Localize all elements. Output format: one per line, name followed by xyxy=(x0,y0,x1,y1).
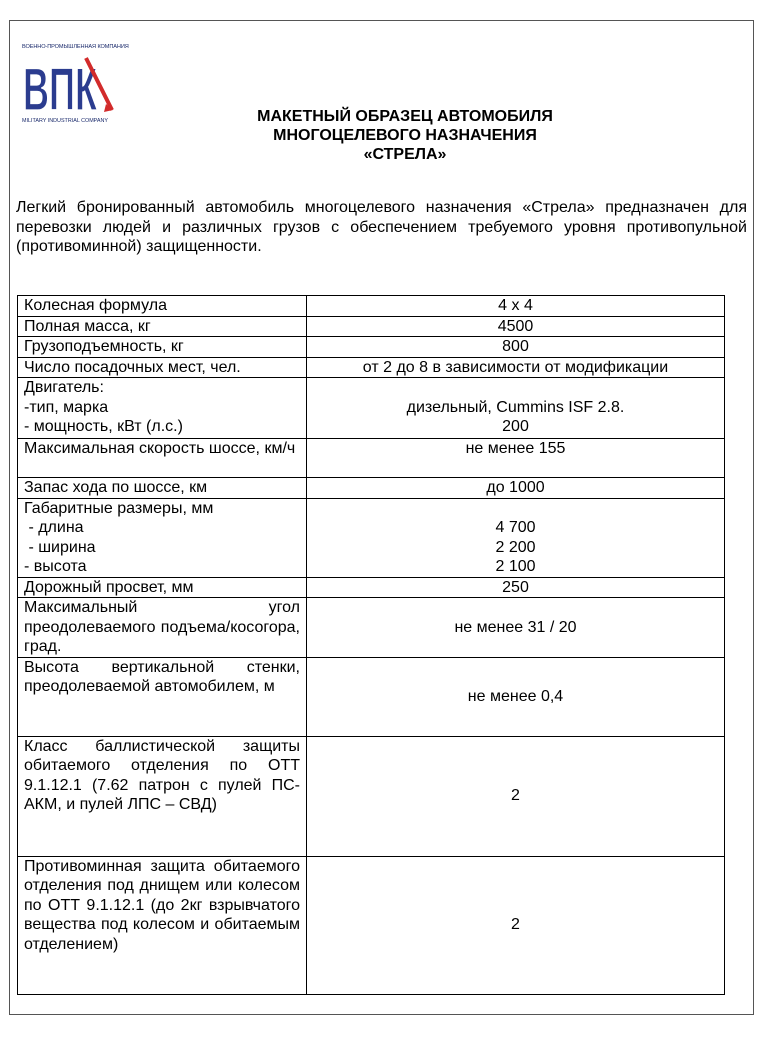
engine-power-value: 200 xyxy=(502,418,529,435)
spec-value: 250 xyxy=(307,577,725,598)
title-line-1: МАКЕТНЫЙ ОБРАЗЕЦ АВТОМОБИЛЯ xyxy=(257,108,553,125)
spec-label: Колесная формула xyxy=(18,296,307,317)
spec-value: 2 xyxy=(307,856,725,994)
spec-label: Максимальная скорость шоссе, км/ч xyxy=(18,439,307,478)
engine-type-label: -тип, марка xyxy=(24,398,109,416)
spec-label: Высота вертикальной стенки, преодолеваемой автомобилем, м xyxy=(18,657,307,736)
dims-height-label: - высота xyxy=(24,558,87,575)
dims-length-label: - длина xyxy=(24,519,84,536)
table-row xyxy=(18,498,725,577)
table-row xyxy=(18,577,725,598)
spec-value-engine xyxy=(307,378,725,439)
table-row xyxy=(18,378,725,439)
company-logo xyxy=(22,44,129,128)
logo-bottom-text: MILITARY INDUSTRIAL COMPANY xyxy=(22,118,108,124)
spec-value: не менее 0,4 xyxy=(307,657,725,736)
dims-length-value: 4 700 xyxy=(495,519,536,536)
spec-label: Число посадочных мест, чел. xyxy=(18,357,307,378)
table-row xyxy=(18,598,725,658)
title-line-3: «СТРЕЛА» xyxy=(363,146,447,163)
spec-value: 2 xyxy=(307,736,725,856)
spec-label: Грузоподъемность, кг xyxy=(18,337,307,358)
table-row xyxy=(18,856,725,994)
dims-height-value: 2 100 xyxy=(495,558,536,575)
spec-value-dims xyxy=(307,498,725,577)
logo-mark xyxy=(22,52,114,118)
spec-label-engine xyxy=(18,378,307,439)
table-row xyxy=(18,439,725,478)
logo-top-text: ВОЕННО-ПРОМЫШЛЕННАЯ КОМПАНИЯ xyxy=(22,44,129,50)
spec-value: от 2 до 8 в зависимости от модификации xyxy=(307,357,725,378)
table-row xyxy=(18,357,725,378)
spec-label: Дорожный просвет, мм xyxy=(18,577,307,598)
spec-label: Противоминная защита обитаемого отделения под днищем или колесом по ОТТ 9.1.12.1 (до 2кг взрывчатого вещества под колесом и обитаемым отделением) xyxy=(18,856,307,994)
spec-value: 4 х 4 xyxy=(307,296,725,317)
table-row xyxy=(18,337,725,358)
spec-label: Максимальный угол преодолеваемого подъема/косогора, град. xyxy=(18,598,307,658)
table-row xyxy=(18,296,725,317)
spec-table xyxy=(17,295,725,995)
spec-value: 800 xyxy=(307,337,725,358)
table-row xyxy=(18,316,725,337)
table-row xyxy=(18,478,725,499)
spec-label: Запас хода по шоссе, км xyxy=(18,478,307,499)
dims-width-value: 2 200 xyxy=(495,538,536,556)
spec-label: Полная масса, кг xyxy=(18,316,307,337)
spec-label: Класс баллистической защиты обитаемого отделения по ОТТ 9.1.12.1 (7.62 патрон с пулей ПС-АКМ, и пулей ЛПС – СВД) xyxy=(18,736,307,856)
document-title xyxy=(150,107,660,164)
dims-label: Габаритные размеры, мм xyxy=(24,499,214,517)
spec-label-dims xyxy=(18,498,307,577)
spec-value: не менее 155 xyxy=(307,439,725,478)
intro-paragraph: Легкий бронированный автомобиль многоцелевого назначения «Стрела» предназначен для перевозки людей и различных грузов с обеспечением требуемого уровня противопульной (противоминной) защищенности. xyxy=(16,199,747,255)
engine-label: Двигатель: xyxy=(24,379,104,396)
title-line-2: МНОГОЦЕЛЕВОГО НАЗНАЧЕНИЯ xyxy=(273,127,537,144)
logo-letters: ВПК xyxy=(23,56,98,118)
spec-value: не менее 31 / 20 xyxy=(307,598,725,658)
table-row xyxy=(18,736,725,856)
dims-width-label: - ширина xyxy=(24,538,96,556)
engine-type-value: дизельный, Cummins ISF 2.8. xyxy=(406,398,625,416)
table-row xyxy=(18,657,725,736)
spec-value: до 1000 xyxy=(307,478,725,499)
engine-power-label: - мощность, кВт (л.с.) xyxy=(24,418,183,435)
spec-value: 4500 xyxy=(307,316,725,337)
